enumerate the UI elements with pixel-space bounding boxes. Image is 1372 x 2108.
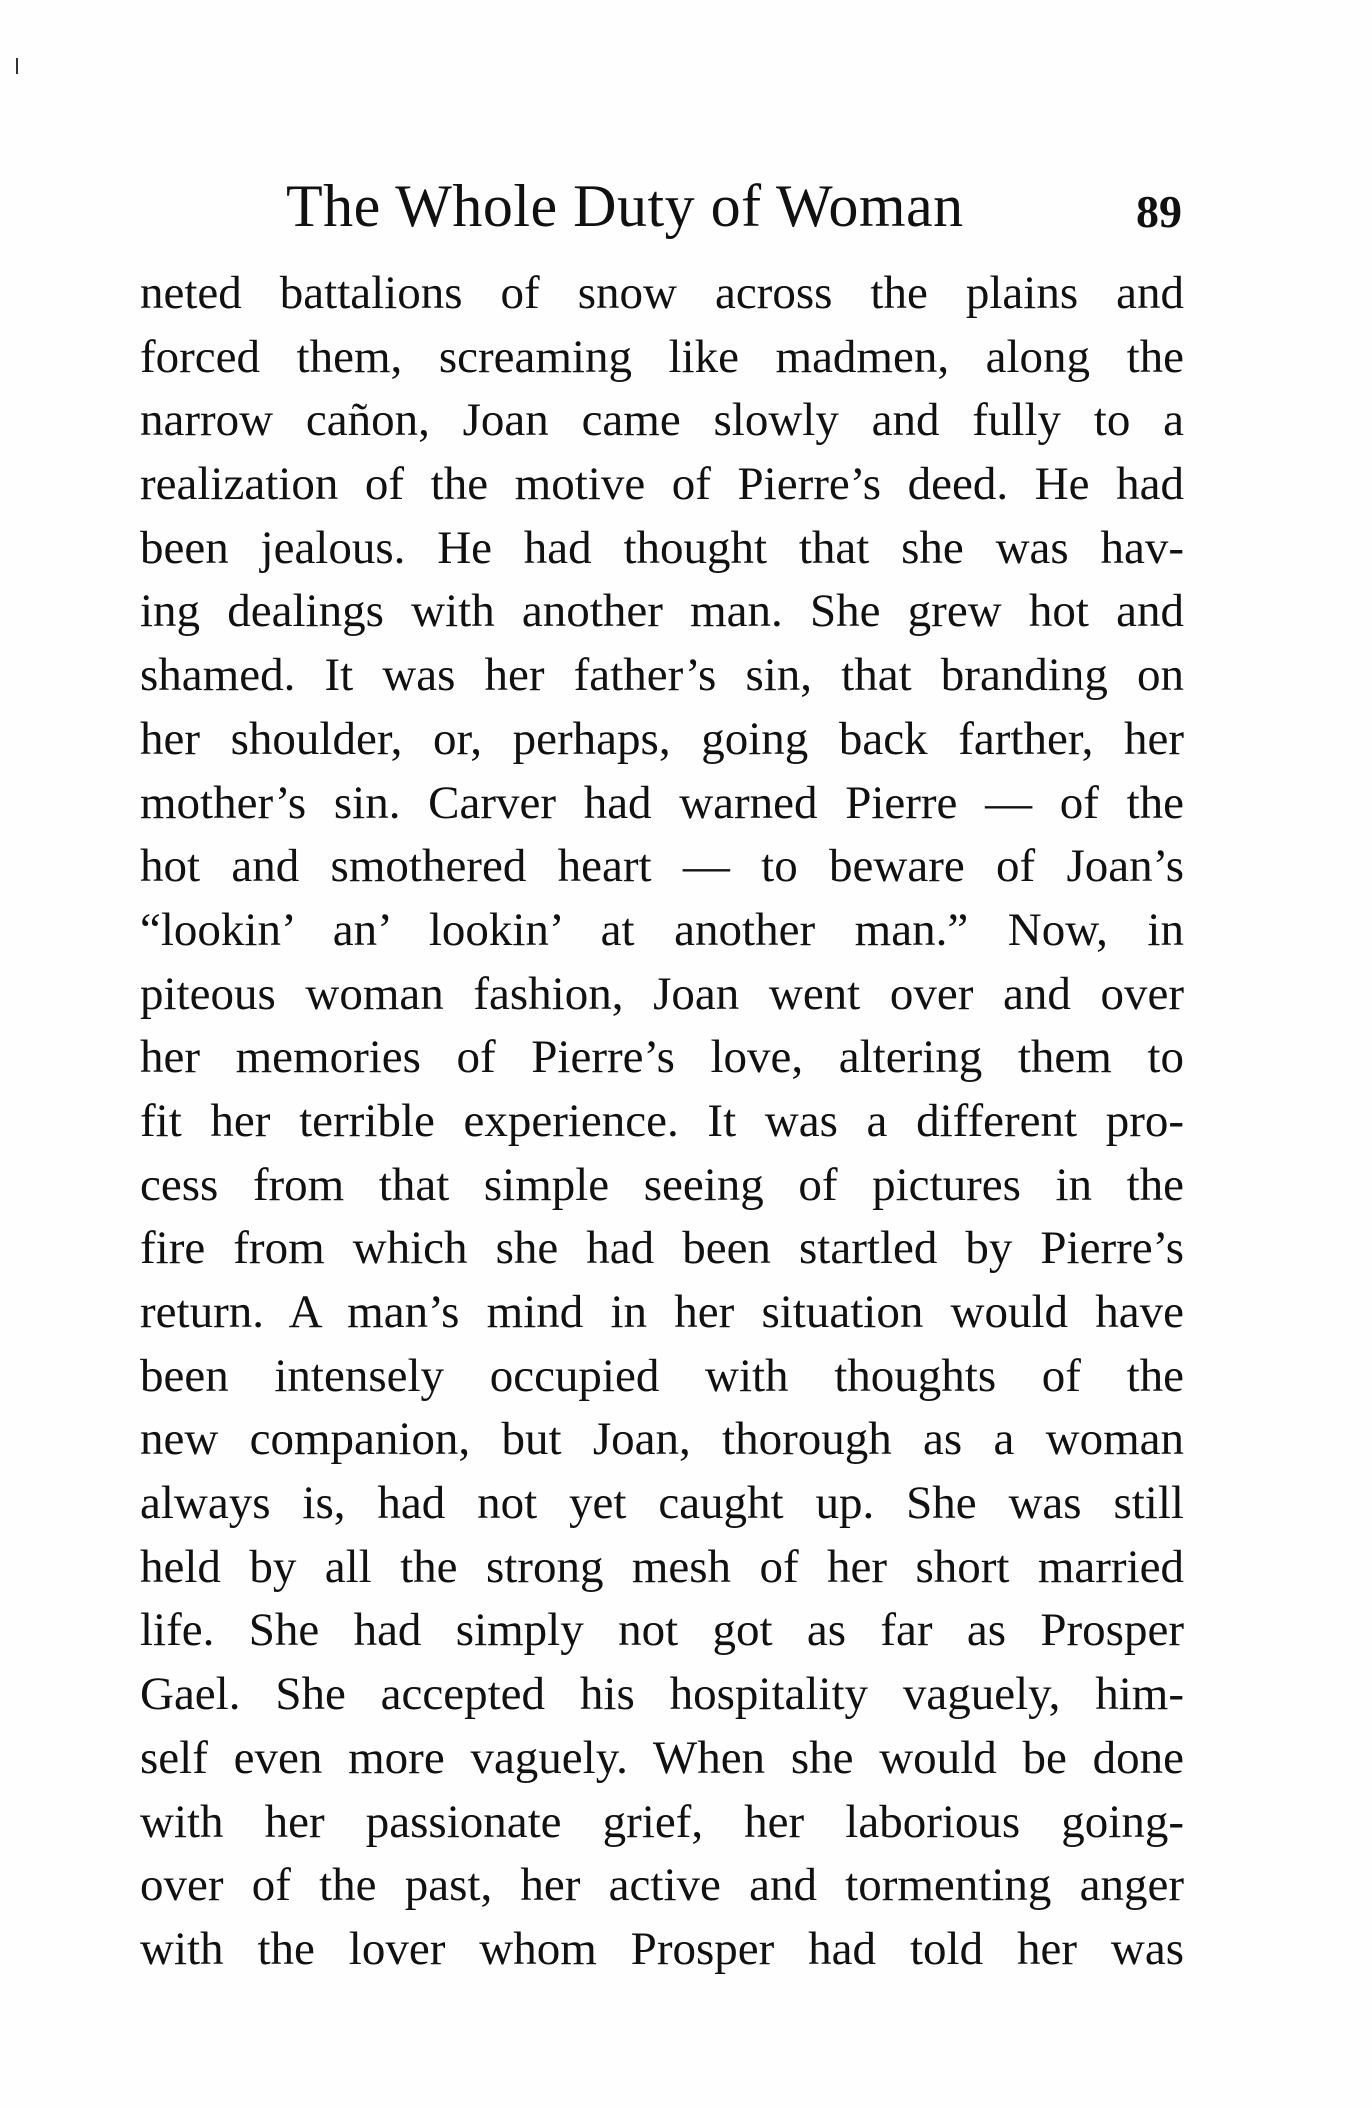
text-line: been jealous. He had thought that she was hav- [140, 521, 1184, 574]
text-line: forced them, screaming like madmen, along the [140, 330, 1184, 383]
text-line: ing dealings with another man. She grew hot and [140, 585, 1184, 638]
text-line: fire from which she had been startled by Pierre’s [140, 1222, 1184, 1275]
scan-speck [16, 58, 18, 74]
text-line: “lookin’ an’ lookin’ at another man.” Now, in [140, 903, 1184, 956]
running-title: The Whole Duty of Woman [286, 173, 964, 239]
text-line: hot and smothered heart — to beware of Joan’s [140, 840, 1184, 893]
text-line: return. A man’s mind in her situation would have [140, 1286, 1184, 1338]
text-line: life. She had simply not got as far as Prosper [140, 1604, 1184, 1657]
text-line: her shoulder, or, perhaps, going back farther, her [140, 712, 1184, 765]
text-line: realization of the motive of Pierre’s deed. He had [140, 458, 1184, 511]
page-number: 89 [1136, 186, 1182, 237]
text-line: Gael. She accepted his hospitality vaguely, him- [140, 1668, 1184, 1721]
text-line: new companion, but Joan, thorough as a woman [140, 1413, 1184, 1466]
body-text [140, 262, 1184, 1982]
text-line: neted battalions of snow across the plains and [140, 267, 1184, 319]
text-line: with her passionate grief, her laborious going- [140, 1795, 1184, 1848]
text-line: held by all the strong mesh of her short married [140, 1540, 1184, 1593]
running-head [140, 168, 1192, 244]
text-line: shamed. It was her father’s sin, that branding on [140, 649, 1184, 702]
text-line: her memories of Pierre’s love, altering them to [140, 1031, 1184, 1084]
text-line: piteous woman fashion, Joan went over and over [140, 967, 1184, 1020]
text-line: narrow cañon, Joan came slowly and fully to a [140, 394, 1184, 447]
text-line: been intensely occupied with thoughts of the [140, 1349, 1184, 1402]
text-line: self even more vaguely. When she would be done [140, 1731, 1184, 1784]
text-line: fit her terrible experience. It was a different pro- [140, 1094, 1184, 1147]
text-line: over of the past, her active and tormenting anger [140, 1859, 1184, 1912]
text-line: cess from that simple seeing of pictures in the [140, 1158, 1184, 1211]
text-line: with the lover whom Prosper had told her was [140, 1922, 1184, 1975]
text-line: always is, had not yet caught up. She was still [140, 1477, 1184, 1530]
text-line: mother’s sin. Carver had warned Pierre — of the [140, 776, 1184, 829]
